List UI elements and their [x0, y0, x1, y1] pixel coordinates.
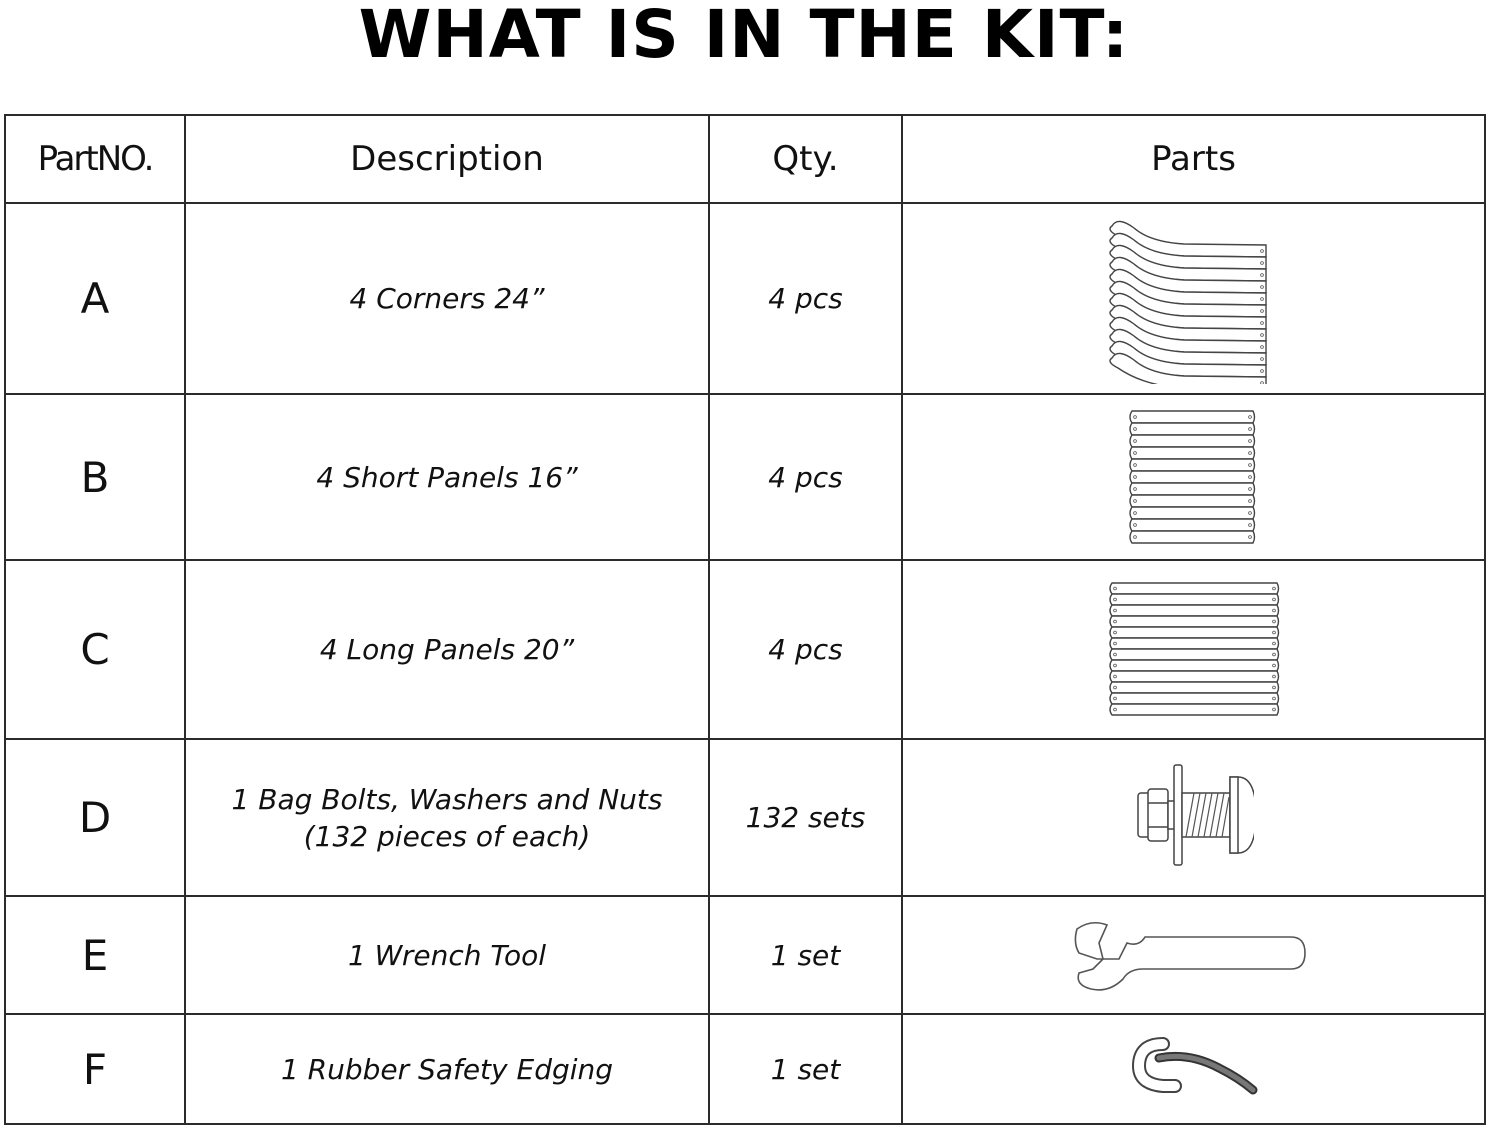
part-letter: E	[5, 896, 185, 1014]
part-qty: 1 set	[709, 896, 902, 1014]
part-description: 4 Short Panels 16”	[185, 394, 709, 560]
part-letter: D	[5, 739, 185, 896]
part-qty: 132 sets	[709, 739, 902, 896]
part-image-cell	[902, 394, 1485, 560]
part-qty: 4 pcs	[709, 560, 902, 739]
table-row	[5, 560, 1485, 739]
table-header-row	[5, 115, 1485, 203]
part-image-cell	[902, 1014, 1485, 1124]
part-image-cell	[902, 739, 1485, 896]
table-row	[5, 739, 1485, 896]
table-row	[5, 896, 1485, 1014]
short-panels-icon	[1124, 407, 1264, 547]
part-image-cell	[902, 560, 1485, 739]
part-description: 1 Rubber Safety Edging	[185, 1014, 709, 1124]
part-description: 4 Long Panels 20”	[185, 560, 709, 739]
bolt-washer-nut-icon	[1134, 763, 1254, 873]
kit-table	[4, 114, 1486, 1125]
description-line-2: (132 pieces of each)	[303, 819, 591, 853]
part-image-cell	[902, 896, 1485, 1014]
curved-corner-panels-icon	[1104, 214, 1284, 384]
header-parts: Parts	[902, 115, 1485, 203]
part-qty: 4 pcs	[709, 203, 902, 394]
table-row	[5, 1014, 1485, 1124]
wrench-icon	[1073, 915, 1313, 995]
header-part-no: PartNO.	[5, 115, 185, 203]
rubber-edging-icon	[1129, 1034, 1259, 1104]
part-letter: A	[5, 203, 185, 394]
table-row	[5, 394, 1485, 560]
description-line-1: 1 Bag Bolts, Washers and Nuts	[231, 782, 663, 816]
part-letter: F	[5, 1014, 185, 1124]
table-row	[5, 203, 1485, 394]
part-letter: C	[5, 560, 185, 739]
part-qty: 1 set	[709, 1014, 902, 1124]
part-letter: B	[5, 394, 185, 560]
part-description: 4 Corners 24”	[185, 203, 709, 394]
header-qty: Qty.	[709, 115, 902, 203]
part-qty: 4 pcs	[709, 394, 902, 560]
long-panels-icon	[1104, 579, 1284, 721]
page-title: WHAT IS IN THE KIT:	[358, 0, 1130, 73]
part-description	[185, 739, 709, 896]
part-image-cell	[902, 203, 1485, 394]
part-description: 1 Wrench Tool	[185, 896, 709, 1014]
header-description: Description	[185, 115, 709, 203]
